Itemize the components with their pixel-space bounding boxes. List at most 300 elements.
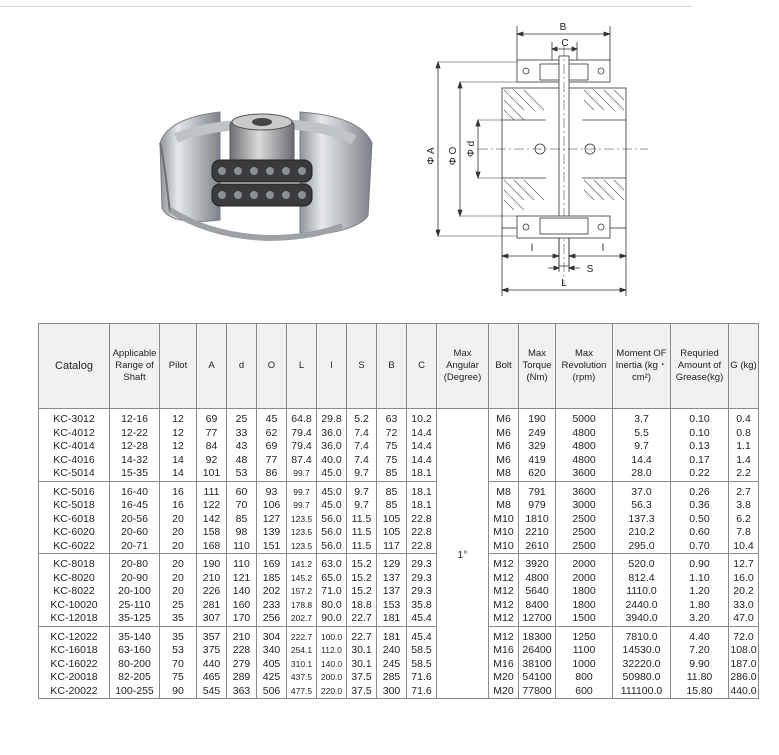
cell-l: 45.0 [317, 499, 347, 513]
cell-C: 18.1 [407, 481, 437, 499]
cell-l: 80.0 [317, 599, 347, 613]
cell-L: 79.4 [287, 427, 317, 441]
table-row [39, 658, 759, 672]
col-header-O: O [257, 324, 287, 409]
cell-B: 181 [377, 626, 407, 644]
cell-catalog: KC-8022 [39, 585, 110, 599]
cell-A: 101 [197, 467, 227, 481]
cell-L: 87.4 [287, 454, 317, 468]
cell-shaft: 100-255 [110, 685, 160, 699]
cell-inertia: 1110.0 [613, 585, 671, 599]
cell-d: 53 [227, 467, 257, 481]
cell-shaft: 20-90 [110, 572, 160, 586]
cell-O: 169 [257, 554, 287, 572]
cell-shaft: 12-16 [110, 409, 160, 427]
col-header-bolt: Bolt [489, 324, 519, 409]
cell-B: 137 [377, 572, 407, 586]
cell-l: 45.0 [317, 467, 347, 481]
table-row [39, 644, 759, 658]
coupling-photo [150, 98, 380, 258]
cell-A: 357 [197, 626, 227, 644]
cell-pilot: 20 [160, 540, 197, 554]
cell-G: 47.0 [729, 612, 759, 626]
table-row [39, 599, 759, 613]
cell-d: 160 [227, 599, 257, 613]
cell-G: 286.0 [730, 671, 757, 684]
cell-inertia: 14530.0 [613, 644, 671, 658]
cell-bolt: M6 [489, 440, 519, 454]
cell-catalog: KC-8018 [39, 554, 110, 572]
dim-L-label: L [561, 278, 567, 289]
cell-catalog: KC-6018 [39, 513, 110, 527]
cell-bolt: M12 [489, 612, 519, 626]
cell-G: 440.0 [730, 684, 757, 697]
cell-torque: 38100 [519, 658, 556, 672]
cell-l: 45.0 [317, 481, 347, 499]
col-header-G: G (kg) [729, 324, 759, 409]
dim-phid-label: Φ d [466, 140, 477, 158]
cell-bolt: M20 [489, 671, 519, 685]
cell-grease: 0.17 [671, 454, 729, 468]
cell-L: 123.5 [287, 540, 317, 554]
cell-torque: 419 [519, 454, 556, 468]
cell-bolt: M10 [489, 540, 519, 554]
cell-catalog: KC-4014 [39, 440, 110, 454]
cell-catalog: KC-16018 [39, 644, 110, 658]
cell-catalog: KC-4012 [39, 427, 110, 441]
cell-B: 285 [377, 671, 407, 685]
cell-A: 168 [197, 540, 227, 554]
cell-O: 93 [257, 481, 287, 499]
cell-S: 11.5 [347, 540, 377, 554]
cell-rev: 1500 [556, 612, 613, 626]
cell-catalog: KC-12018 [39, 612, 110, 626]
cell-catalog: KC-6022 [39, 540, 110, 554]
cell-torque: 26400 [519, 644, 556, 658]
cell-bolt: M20 [489, 685, 519, 699]
cell-S: 30.1 [347, 658, 377, 672]
cell-S: 37.5 [347, 685, 377, 699]
table-row [39, 467, 759, 481]
cell-shaft: 20-80 [110, 554, 160, 572]
cell-B: 240 [377, 644, 407, 658]
cell-catalog: KC-6020 [39, 526, 110, 540]
cell-bolt: M8 [489, 467, 519, 481]
cell-G: 187.0 [730, 657, 757, 670]
table-row [39, 540, 759, 554]
table-row [39, 626, 759, 644]
cell-S: 22.7 [347, 626, 377, 644]
cell-L: 310.1 [287, 658, 317, 672]
dim-l-left-label: l [530, 243, 534, 254]
cell-shaft: 35-125 [110, 612, 160, 626]
cell-inertia: 32220.0 [613, 658, 671, 672]
cell-C: 22.8 [407, 540, 437, 554]
cell-d: 121 [227, 572, 257, 586]
cell-C: 22.8 [407, 513, 437, 527]
col-header-A: A [197, 324, 227, 409]
col-header-max-angular: Max Angular (Degree) [437, 324, 489, 409]
cell-A: 77 [197, 427, 227, 441]
col-header-S: S [347, 324, 377, 409]
cell-S: 7.4 [347, 440, 377, 454]
cell-C: 29.3 [407, 585, 437, 599]
cell-inertia: 812.4 [613, 572, 671, 586]
cell-torque: 18300 [519, 626, 556, 644]
cell-torque: 12700 [519, 612, 556, 626]
table-row [39, 671, 759, 685]
cell-rev: 3000 [556, 499, 613, 513]
cell-G: 0.8 [729, 427, 759, 441]
cell-bolt: M12 [489, 572, 519, 586]
cell-torque: 190 [519, 409, 556, 427]
cell-S: 9.7 [347, 499, 377, 513]
cell-S: 11.5 [347, 526, 377, 540]
cell-catalog: KC-8020 [39, 572, 110, 586]
cell-torque: 8400 [519, 599, 556, 613]
cell-inertia: 14.4 [613, 454, 671, 468]
table-row [39, 513, 759, 527]
cell-grease: 1.80 [671, 599, 729, 613]
cell-C: 10.2 [407, 409, 437, 427]
table-row [39, 572, 759, 586]
cell-d: 48 [227, 454, 257, 468]
cell-A: 440 [197, 658, 227, 672]
cell-shaft: 20-60 [110, 526, 160, 540]
cell-C: 58.5 [407, 658, 437, 672]
cell-d: 210 [227, 626, 257, 644]
cell-B: 63 [377, 409, 407, 427]
cell-l: 140.0 [317, 658, 347, 672]
col-header-grease: Requried Amount of Grease(kg) [671, 324, 729, 409]
cell-pilot: 75 [160, 671, 197, 685]
cell-inertia: 111100.0 [613, 685, 671, 699]
cell-l: 200.0 [317, 671, 347, 685]
cell-d: 110 [227, 554, 257, 572]
cell-grease: 0.22 [671, 467, 729, 481]
cell-catalog: KC-5018 [39, 499, 110, 513]
cell-pilot: 16 [160, 499, 197, 513]
cell-G: 108.0 [730, 644, 757, 657]
cell-catalog: KC-4016 [39, 454, 110, 468]
cell-O: 86 [257, 467, 287, 481]
cell-G: 12.7 [729, 554, 759, 572]
cell-rev: 2500 [556, 526, 613, 540]
cell-B: 300 [377, 685, 407, 699]
cell-B: 75 [377, 440, 407, 454]
cell-G: 2.2 [729, 467, 759, 481]
cell-bolt: M10 [489, 513, 519, 527]
cell-pilot: 70 [160, 658, 197, 672]
cell-shaft: 20-100 [110, 585, 160, 599]
cell-pilot: 90 [160, 685, 197, 699]
cell-inertia: 37.0 [613, 481, 671, 499]
cell-pilot: 12 [160, 440, 197, 454]
cell-C: 71.6 [407, 685, 437, 699]
cell-inertia: 56.3 [613, 499, 671, 513]
cell-C: 22.8 [407, 526, 437, 540]
cell-O: 139 [257, 526, 287, 540]
cell-catalog: KC-3012 [39, 409, 110, 427]
cell-A: 111 [197, 481, 227, 499]
coupling-dimension-drawing [418, 16, 650, 306]
cell-C: 14.4 [407, 454, 437, 468]
cell-l: 29.8 [317, 409, 347, 427]
cell-inertia: 3.7 [613, 409, 671, 427]
cell-S: 9.7 [347, 467, 377, 481]
cell-G: 16.0 [729, 572, 759, 586]
cell-L: 123.5 [287, 513, 317, 527]
cell-L: 123.5 [287, 526, 317, 540]
cell-rev: 1800 [556, 599, 613, 613]
cell-pilot: 12 [160, 427, 197, 441]
cell-A: 375 [197, 644, 227, 658]
cell-L: 99.7 [287, 499, 317, 513]
cell-inertia: 50980.0 [613, 671, 671, 685]
cell-B: 85 [377, 467, 407, 481]
cell-rev: 3600 [556, 481, 613, 499]
cell-torque: 2210 [519, 526, 556, 540]
cell-shaft: 12-28 [110, 440, 160, 454]
cell-grease: 3.20 [671, 612, 729, 626]
cell-G: 6.2 [729, 513, 759, 527]
cell-grease: 1.20 [671, 585, 729, 599]
cell-G: 0.4 [729, 409, 759, 427]
cell-grease: 0.13 [671, 440, 729, 454]
cell-L: 64.8 [287, 409, 317, 427]
cell-catalog: KC-16022 [39, 658, 110, 672]
cell-catalog: KC-12022 [39, 626, 110, 644]
cell-grease: 0.26 [671, 481, 729, 499]
cell-inertia: 210.2 [613, 526, 671, 540]
cell-shaft: 82-205 [110, 671, 160, 685]
cell-L: 254.1 [287, 644, 317, 658]
dim-C-label: C [561, 38, 569, 49]
cell-A: 465 [197, 671, 227, 685]
cell-B: 105 [377, 526, 407, 540]
cell-A: 190 [197, 554, 227, 572]
cell-bolt: M16 [489, 644, 519, 658]
cell-O: 340 [257, 644, 287, 658]
cell-S: 22.7 [347, 612, 377, 626]
cell-G: 1.4 [729, 454, 759, 468]
cell-bolt: M6 [489, 427, 519, 441]
cell-d: 43 [227, 440, 257, 454]
cell-bolt: M10 [489, 526, 519, 540]
cell-pilot: 14 [160, 467, 197, 481]
cell-G: 3.8 [729, 499, 759, 513]
cell-d: 363 [227, 685, 257, 699]
cell-grease: 1.10 [671, 572, 729, 586]
cell-torque: 5640 [519, 585, 556, 599]
cell-O: 106 [257, 499, 287, 513]
cell-catalog: KC-5016 [39, 481, 110, 499]
cell-d: 85 [227, 513, 257, 527]
cell-grease: 4.40 [671, 626, 729, 644]
cell-bolt: M12 [489, 554, 519, 572]
cell-torque: 791 [519, 481, 556, 499]
cell-torque: 249 [519, 427, 556, 441]
cell-O: 62 [257, 427, 287, 441]
cell-bolt: M12 [489, 585, 519, 599]
cell-B: 72 [377, 427, 407, 441]
cell-l: 220.0 [317, 685, 347, 699]
cell-O: 304 [257, 626, 287, 644]
cell-l: 40.0 [317, 454, 347, 468]
cell-l: 56.0 [317, 526, 347, 540]
cell-B: 75 [377, 454, 407, 468]
cell-shaft: 20-71 [110, 540, 160, 554]
cell-grease: 9.90 [671, 658, 729, 672]
cell-torque: 3920 [519, 554, 556, 572]
cell-S: 15.2 [347, 585, 377, 599]
cell-O: 256 [257, 612, 287, 626]
cell-d: 98 [227, 526, 257, 540]
cell-shaft: 63-160 [110, 644, 160, 658]
cell-inertia: 295.0 [613, 540, 671, 554]
cell-A: 84 [197, 440, 227, 454]
cell-O: 202 [257, 585, 287, 599]
cell-d: 289 [227, 671, 257, 685]
cell-S: 7.4 [347, 454, 377, 468]
dim-phiA-label: Φ A [426, 147, 437, 165]
cell-rev: 1250 [556, 626, 613, 644]
cell-grease: 0.90 [671, 554, 729, 572]
cell-A: 142 [197, 513, 227, 527]
cell-rev: 4800 [556, 427, 613, 441]
cell-O: 45 [257, 409, 287, 427]
cell-S: 30.1 [347, 644, 377, 658]
cell-C: 18.1 [407, 467, 437, 481]
cell-G: 72.0 [729, 626, 759, 644]
cell-pilot: 20 [160, 585, 197, 599]
dim-S-label: S [586, 264, 594, 275]
cell-bolt: M12 [489, 626, 519, 644]
cell-L: 178.8 [287, 599, 317, 613]
cell-shaft: 35-140 [110, 626, 160, 644]
cell-grease: 0.36 [671, 499, 729, 513]
dim-B-label: B [559, 22, 567, 33]
cell-rev: 1800 [556, 585, 613, 599]
cell-inertia: 9.7 [613, 440, 671, 454]
cell-torque: 54100 [519, 671, 556, 685]
col-header-catalog: Catalog [39, 324, 110, 409]
cell-B: 137 [377, 585, 407, 599]
cell-B: 105 [377, 513, 407, 527]
cell-grease: 0.10 [671, 409, 729, 427]
cell-G: 2.7 [729, 481, 759, 499]
cell-L: 157.2 [287, 585, 317, 599]
cell-C: 45.4 [407, 626, 437, 644]
cell-S: 7.4 [347, 427, 377, 441]
cell-torque: 2610 [519, 540, 556, 554]
cell-d: 70 [227, 499, 257, 513]
cell-rev: 2500 [556, 540, 613, 554]
cell-grease: 11.80 [671, 671, 729, 685]
table-row [39, 526, 759, 540]
cell-shaft: 25-110 [110, 599, 160, 613]
cell-inertia: 7810.0 [613, 626, 671, 644]
cell-l: 56.0 [317, 540, 347, 554]
table-row [39, 585, 759, 599]
cell-l: 63.0 [317, 554, 347, 572]
cell-inertia: 3940.0 [613, 612, 671, 626]
table-body [39, 409, 759, 699]
cell-A: 545 [197, 685, 227, 699]
cell-torque: 4800 [519, 572, 556, 586]
cell-l: 112.0 [317, 644, 347, 658]
cell-rev: 600 [556, 685, 613, 699]
cell-rev: 1000 [556, 658, 613, 672]
cell-pilot: 53 [160, 644, 197, 658]
cell-max-angular: 1° [437, 409, 489, 699]
cell-L: 437.5 [287, 671, 317, 685]
cell-d: 140 [227, 585, 257, 599]
cell-l: 36.0 [317, 440, 347, 454]
col-header-L: L [287, 324, 317, 409]
cell-rev: 2000 [556, 554, 613, 572]
table-row [39, 440, 759, 454]
cell-G: 33.0 [729, 599, 759, 613]
cell-grease: 0.10 [671, 427, 729, 441]
cell-grease: 0.50 [671, 513, 729, 527]
cell-G: 1.1 [729, 440, 759, 454]
cell-l: 71.0 [317, 585, 347, 599]
cell-grease: 7.20 [671, 644, 729, 658]
cell-rev: 1100 [556, 644, 613, 658]
cell-C: 29.3 [407, 554, 437, 572]
cell-bolt: M6 [489, 409, 519, 427]
cell-shaft: 15-35 [110, 467, 160, 481]
cell-grease: 0.60 [671, 526, 729, 540]
cell-O: 151 [257, 540, 287, 554]
cell-pilot: 25 [160, 599, 197, 613]
cell-pilot: 12 [160, 409, 197, 427]
col-header-B: B [377, 324, 407, 409]
cell-L: 477.5 [287, 685, 317, 699]
cell-C: 29.3 [407, 572, 437, 586]
cell-rev: 4800 [556, 454, 613, 468]
top-divider [0, 0, 692, 7]
cell-B: 153 [377, 599, 407, 613]
cell-B: 181 [377, 612, 407, 626]
cell-d: 228 [227, 644, 257, 658]
cell-catalog: KC-20022 [39, 685, 110, 699]
cell-S: 15.2 [347, 554, 377, 572]
cell-bolt: M8 [489, 499, 519, 513]
cell-shaft: 16-40 [110, 481, 160, 499]
cell-grease: 0.70 [671, 540, 729, 554]
cell-grease: 15.80 [671, 685, 729, 699]
cell-pilot: 20 [160, 572, 197, 586]
cell-L: 79.4 [287, 440, 317, 454]
cell-L: 202.7 [287, 612, 317, 626]
cell-A: 281 [197, 599, 227, 613]
cell-pilot: 20 [160, 513, 197, 527]
cell-inertia: 5.5 [613, 427, 671, 441]
cell-bolt: M6 [489, 454, 519, 468]
cell-l: 90.0 [317, 612, 347, 626]
col-header-max-torque: Max Torque (Nm) [519, 324, 556, 409]
cell-d: 279 [227, 658, 257, 672]
cell-pilot: 35 [160, 626, 197, 644]
cell-rev: 2500 [556, 513, 613, 527]
cell-shaft: 12-22 [110, 427, 160, 441]
col-header-d: d [227, 324, 257, 409]
cell-O: 69 [257, 440, 287, 454]
cell-pilot: 16 [160, 481, 197, 499]
cell-O: 185 [257, 572, 287, 586]
